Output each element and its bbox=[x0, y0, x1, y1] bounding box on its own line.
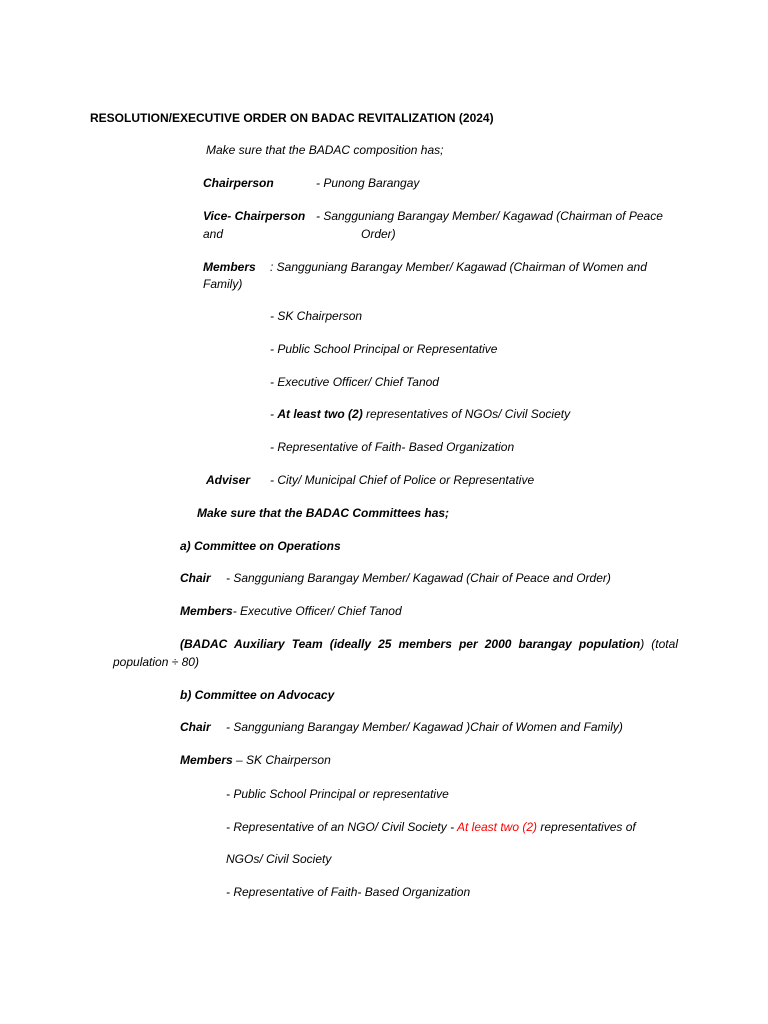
operations-heading: a) Committee on Operations bbox=[180, 539, 341, 553]
advocacy-ngo-start: - Representative of an NGO/ Civil Society - bbox=[226, 820, 457, 834]
member-ngo-rest: representatives of NGOs/ Civil Society bbox=[362, 407, 571, 421]
advocacy-members-label: Members bbox=[180, 753, 233, 767]
operations-chair-label: Chair bbox=[180, 571, 211, 585]
advocacy-chair-value: - Sangguniang Barangay Member/ Kagawad )Chair of Women and Family) bbox=[226, 720, 623, 734]
member-ngo-line bbox=[270, 406, 570, 422]
member-sk-chairperson: - SK Chairperson bbox=[270, 309, 363, 323]
adviser-value: - City/ Municipal Chief of Police or Representative bbox=[270, 473, 535, 487]
member-ngo-dash: - bbox=[270, 407, 278, 421]
operations-auxiliary-cont: population ÷ 80) bbox=[113, 655, 199, 669]
vice-chairperson-value: - Sangguniang Barangay Member/ Kagawad (Chairman of Peace bbox=[316, 209, 663, 223]
advocacy-member-ngo-line bbox=[226, 819, 636, 835]
vice-chairperson-label: Vice- Chairperson bbox=[203, 209, 306, 223]
advocacy-members-line bbox=[180, 752, 331, 768]
members-value: : Sangguniang Barangay Member/ Kagawad (Chairman of Women and bbox=[270, 260, 647, 274]
operations-members-value: - Executive Officer/ Chief Tanod bbox=[232, 604, 402, 618]
document-title: RESOLUTION/EXECUTIVE ORDER ON BADAC REVITALIZATION (2024) bbox=[90, 111, 494, 125]
vice-chairperson-order: Order) bbox=[361, 227, 396, 241]
advocacy-heading: b) Committee on Advocacy bbox=[180, 688, 335, 702]
advocacy-members-value: – SK Chairperson bbox=[232, 753, 331, 767]
operations-members-label: Members bbox=[180, 604, 233, 618]
advocacy-ngo-end: representatives of bbox=[537, 820, 636, 834]
composition-intro: Make sure that the BADAC composition has; bbox=[206, 143, 444, 157]
chairperson-label: Chairperson bbox=[203, 176, 274, 190]
advocacy-member-ngo-cont: NGOs/ Civil Society bbox=[226, 852, 332, 866]
chairperson-value: - Punong Barangay bbox=[316, 176, 420, 190]
operations-auxiliary-bold: (BADAC Auxiliary Team (ideally 25 members per 2000 barangay population bbox=[180, 637, 641, 651]
member-faith-based: - Representative of Faith- Based Organization bbox=[270, 440, 515, 454]
member-executive-officer: - Executive Officer/ Chief Tanod bbox=[270, 375, 439, 389]
vice-chairperson-and: and bbox=[203, 227, 224, 241]
operations-members-line bbox=[180, 603, 402, 619]
member-ngo-bold: At least two (2) bbox=[277, 407, 363, 421]
advocacy-member-school: - Public School Principal or representative bbox=[226, 787, 449, 801]
adviser-label: Adviser bbox=[206, 473, 251, 487]
advocacy-chair-label: Chair bbox=[180, 720, 211, 734]
advocacy-ngo-highlight: At least two (2) bbox=[456, 820, 538, 834]
member-school-principal: - Public School Principal or Representative bbox=[270, 342, 498, 356]
members-label: Members bbox=[203, 260, 256, 274]
members-value-cont: Family) bbox=[203, 277, 243, 291]
operations-auxiliary-line bbox=[180, 636, 678, 652]
operations-auxiliary-rest: ) (total bbox=[640, 637, 678, 651]
advocacy-member-faith: - Representative of Faith- Based Organization bbox=[226, 885, 471, 899]
committees-intro: Make sure that the BADAC Committees has; bbox=[197, 506, 450, 520]
operations-chair-value: - Sangguniang Barangay Member/ Kagawad (Chair of Peace and Order) bbox=[226, 571, 611, 585]
